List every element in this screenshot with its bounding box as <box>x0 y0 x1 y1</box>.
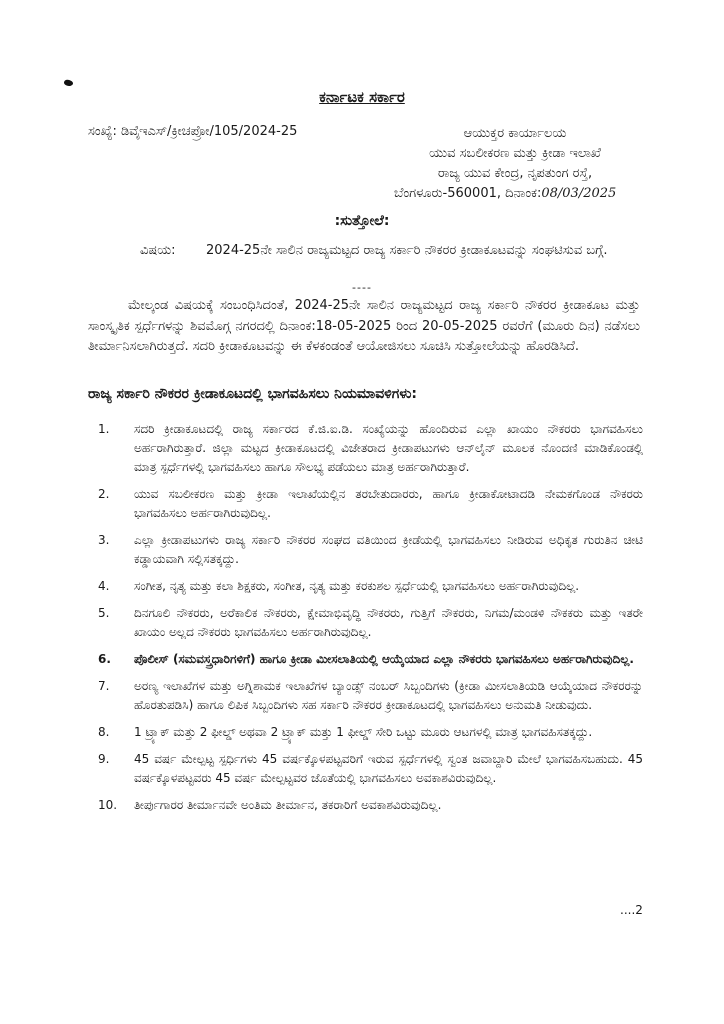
rule-text: ಅರಣ್ಯ ಇಲಾಖೆಗಳ ಮತ್ತು ಅಗ್ನಿಶಾಮಕ ಇಲಾಖೆಗಳ ಬ್ಯಾಂಡ್ಸ್ ನಂಬರ್ ಸಿಬ್ಬಂದಿಗಳು (ಕ್ರೀಡಾ ಮೀಸಲಾತಿಯಡಿ ಆಯ್ಕೆಯಾದ ನೌಕರರನ್ನು ಹೊರತುಪಡಿಸಿ) ಹಾಗೂ ಲಿಪಿಕ ಸಿಬ್ಬಂದಿಗಳು ಸಹ ಸರ್ಕಾರಿ ನೌಕರರ ಕ್ರೀಡಾಕೂಟದಲ್ಲಿ ಭಾಗವಹಿಸಲು ಅನುಮತಿ ನೀಡುವುದು. <box>134 679 643 712</box>
rule-text: ದಿನಗೂಲಿ ನೌಕರರು, ಅರೆಕಾಲಿಕ ನೌಕರರು, ಕ್ಷೇಮಾಭಿವೃದ್ಧಿ ನೌಕರರು, ಗುತ್ತಿಗೆ ನೌಕರರು, ನಿಗಮ/ಮಂಡಳಿ ನೌಕಕರು ಮತ್ತು ಇತರೇ ಖಾಯಂ ಅಲ್ಲದ ನೌಕರರು ಭಾಗವಹಿಸಲು ಅರ್ಹರಾಗಿರುವುದಿಲ್ಲ. <box>134 606 643 639</box>
page-continuation-marker: ....2 <box>620 903 643 917</box>
rule-number: 2. <box>98 487 110 501</box>
rule-item <box>98 420 643 477</box>
rule-number: 4. <box>98 579 110 593</box>
office-address-block <box>390 124 640 204</box>
rule-item <box>98 796 643 815</box>
rule-text: ಸದರಿ ಕ್ರೀಡಾಕೂಟದಲ್ಲಿ ರಾಜ್ಯ ಸರ್ಕಾರದ ಕೆ.ಜಿ.ಐ.ಡಿ. ಸಂಖ್ಯೆಯನ್ನು ಹೊಂದಿರುವ ಎಲ್ಲಾ ಖಾಯಂ ನೌಕರರು ಭಾಗವಹಿಸಲು ಅರ್ಹರಾಗಿರುತ್ತಾರೆ. ಜಿಲ್ಲಾ ಮಟ್ಟದ ಕ್ರೀಡಾಕೂಟದಲ್ಲಿ ವಿಜೇತರಾದ ಕ್ರೀಡಾಪಟುಗಳು ಆನ್‌ಲೈನ್ ಮೂಲಕ ನೊಂದಣಿ ಮಾಡಿಕೊಂಡಲ್ಲಿ ಮಾತ್ರ ಸ್ಪರ್ಧೆಗಳಲ್ಲಿ ಭಾಗವಹಿಸಲು ಹಾಗೂ ಸೌಲಭ್ಯ ಪಡೆಯಲು ಮಾತ್ರ ಅರ್ಹರಾಗಿರುತ್ತಾರೆ. <box>134 422 643 474</box>
office-line: ರಾಜ್ಯ ಯುವ ಕೇಂದ್ರ, ನೃಪತುಂಗ ರಸ್ತೆ, <box>437 166 593 181</box>
rule-text: 1 ಟ್ರ್ಯಾಕ್ ಮತ್ತು 2 ಫೀಲ್ಡ್ ಅಥವಾ 2 ಟ್ರ್ಯಾಕ್ ಮತ್ತು 1 ಫೀಲ್ಡ್ ಸೇರಿ ಒಟ್ಟು ಮೂರು ಆಟಗಳಲ್ಲಿ ಮಾತ್ರ ಭಾಗವಹಿಸತಕ್ಕದ್ದು. <box>134 725 593 739</box>
rule-number: 6. <box>98 652 111 666</box>
rule-item <box>98 604 643 642</box>
rule-number: 10. <box>98 798 118 812</box>
rule-number: 3. <box>98 533 110 547</box>
rule-item <box>98 723 643 742</box>
rules-list <box>98 420 643 823</box>
address-date-line <box>390 184 640 204</box>
rule-item <box>98 677 643 715</box>
government-title <box>0 88 724 106</box>
rule-item <box>98 750 643 788</box>
rule-text: ತೀರ್ಪುಗಾರರ ತೀರ್ಮಾನವೇ ಅಂತಿಮ ತೀರ್ಮಾನ, ತಕರಾರಿಗೆ ಅವಕಾಶವಿರುವುದಿಲ್ಲ. <box>134 798 442 812</box>
rule-number: 5. <box>98 606 110 620</box>
rule-text: ಪೊಲೀಸ್ (ಸಮವಸ್ತ್ರಧಾರಿಗಳಿಗೆ) ಹಾಗೂ ಕ್ರೀಡಾ ಮೀಸಲಾತಿಯಲ್ಲಿ ಆಯ್ಕೆಯಾದ ಎಲ್ಲಾ ನೌಕರರು ಭಾಗವಹಿಸಲು ಅರ್ಹರಾಗಿರುವುದಿಲ್ಲ. <box>134 652 634 666</box>
rule-item <box>98 485 643 523</box>
handwritten-date: 08/03/2025 <box>541 186 617 201</box>
office-line: ಆಯುಕ್ತರ ಕಾರ್ಯಾಲಯ <box>463 126 567 141</box>
rule-text: 45 ವರ್ಷ ಮೇಲ್ಪಟ್ಟ ಸ್ಪರ್ಧಿಗಳು 45 ವರ್ಷಕ್ಕೊಳಪಟ್ಟವರಿಗೆ ಇರುವ ಸ್ಪರ್ಧೆಗಳಲ್ಲಿ ಸ್ವಂತ ಜವಾಬ್ದಾರಿ ಮೇಲೆ ಭಾಗವಹಿಸಬಹುದು. 45 ವರ್ಷಕ್ಕೊಳಪಟ್ಟವರು 45 ವರ್ಷ ಮೇಲ್ಪಟ್ಟವರ ಜೊತೆಯಲ್ಲಿ ಭಾಗವಹಿಸಲು ಅವಕಾಶವಿರುವುದಿಲ್ಲ. <box>134 752 643 785</box>
reference-number: ಸಂಖ್ಯೆ: ಡಿವೈಇಎಸ್/ಕ್ರೀಚಪ್ರೋ/105/2024-25 <box>88 124 298 139</box>
subject-text: 2024-25ನೇ ಸಾಲಿನ ರಾಜ್ಯಮಟ್ಟದ ರಾಜ್ಯ ಸರ್ಕಾರಿ ನೌಕರರ ಕ್ರೀಡಾಕೂಟವನ್ನು ಸಂಘಟಿಸುವ ಬಗ್ಗೆ. <box>206 243 608 258</box>
government-title-text: ಕರ್ನಾಟಕ ಸರ್ಕಾರ <box>319 88 405 106</box>
rule-number: 7. <box>98 679 110 693</box>
rule-number: 9. <box>98 752 110 766</box>
circular-heading: :ಸುತ್ತೋಲೆ: <box>334 213 390 229</box>
rule-text: ಯುವ ಸಬಲೀಕರಣ ಮತ್ತು ಕ್ರೀಡಾ ಇಲಾಖೆಯಲ್ಲಿನ ತರಬೇತುದಾರರು, ಹಾಗೂ ಕ್ರೀಡಾಕೋಟಾದಡಿ ನೇಮಕಗೊಂಡ ನೌಕರರು ಭಾಗವಹಿಸಲು ಅರ್ಹರಾಗಿರುವುದಿಲ್ಲ. <box>134 487 643 520</box>
subject-label: ವಿಷಯ: <box>140 243 176 258</box>
office-line: ಯುವ ಸಬಲೀಕರಣ ಮತ್ತು ಕ್ರೀಡಾ ಇಲಾಖೆ <box>429 146 601 161</box>
separator: ---- <box>352 281 372 294</box>
body-paragraph: ಮೇಲ್ಕಂಡ ವಿಷಯಕ್ಕೆ ಸಂಬಂಧಿಸಿದಂತೆ, 2024-25ನೇ ಸಾಲಿನ ರಾಜ್ಯಮಟ್ಟದ ರಾಜ್ಯ ಸರ್ಕಾರಿ ನೌಕರರ ಕ್ರೀಡಾಕೂಟ ಮತ್ತು ಸಾಂಸ್ಕೃತಿಕ ಸ್ಪರ್ಧೆಗಳನ್ನು ಶಿವಮೊಗ್ಗ ನಗರದಲ್ಲಿ ದಿನಾಂಕ:18-05-2025 ರಿಂದ 20-05-2025 ರವರೆಗೆ (ಮೂರು ದಿನ) ನಡೆಸಲು ತೀರ್ಮಾನಿಸಲಾಗಿರುತ್ತದೆ. ಸದರಿ ಕ್ರೀಡಾಕೂಟವನ್ನು ಈ ಕೆಳಕಂಡಂತೆ ಆಯೋಜಿಸಲು ಸೂಚಿಸಿ ಸುತ್ತೋಲೆಯನ್ನು ಹೊರಡಿಸಿದೆ. <box>88 298 640 354</box>
rule-item-bold <box>98 650 643 669</box>
rules-heading: ರಾಜ್ಯ ಸರ್ಕಾರಿ ನೌಕರರ ಕ್ರೀಡಾಕೂಟದಲ್ಲಿ ಭಾಗವಹಿಸಲು ನಿಯಮಾವಳಿಗಳು: <box>88 386 418 402</box>
rule-text: ಎಲ್ಲಾ ಕ್ರೀಡಾಪಟುಗಳು ರಾಜ್ಯ ಸರ್ಕಾರಿ ನೌಕರರ ಸಂಘದ ವತಿಯಿಂದ ಕ್ರೀಡೆಯಲ್ಲಿ ಭಾಗವಹಿಸಲು ನೀಡಿರುವ ಅಧಿಕೃತ ಗುರುತಿನ ಚೀಟಿ ಕಡ್ಡಾಯವಾಗಿ ಸಲ್ಲಿಸತಕ್ಕದ್ದು. <box>134 533 643 566</box>
rule-number: 1. <box>98 422 110 436</box>
rule-number: 8. <box>98 725 110 739</box>
address-date-prefix: ಬೆಂಗಳೂರು-560001, ದಿನಾಂಕ: <box>394 186 542 201</box>
rule-item <box>98 531 643 569</box>
rule-text: ಸಂಗೀತ, ನೃತ್ಯ ಮತ್ತು ಕಲಾ ಶಿಕ್ಷಕರು, ಸಂಗೀತ, ನೃತ್ಯ ಮತ್ತು ಕರಕುಶಲ ಸ್ಪರ್ಧೆಯಲ್ಲಿ ಭಾಗವಹಿಸಲು ಅರ್ಹರಾಗಿರುವುದಿಲ್ಲ. <box>134 579 580 593</box>
ink-mark <box>63 79 74 88</box>
rule-item <box>98 577 643 596</box>
